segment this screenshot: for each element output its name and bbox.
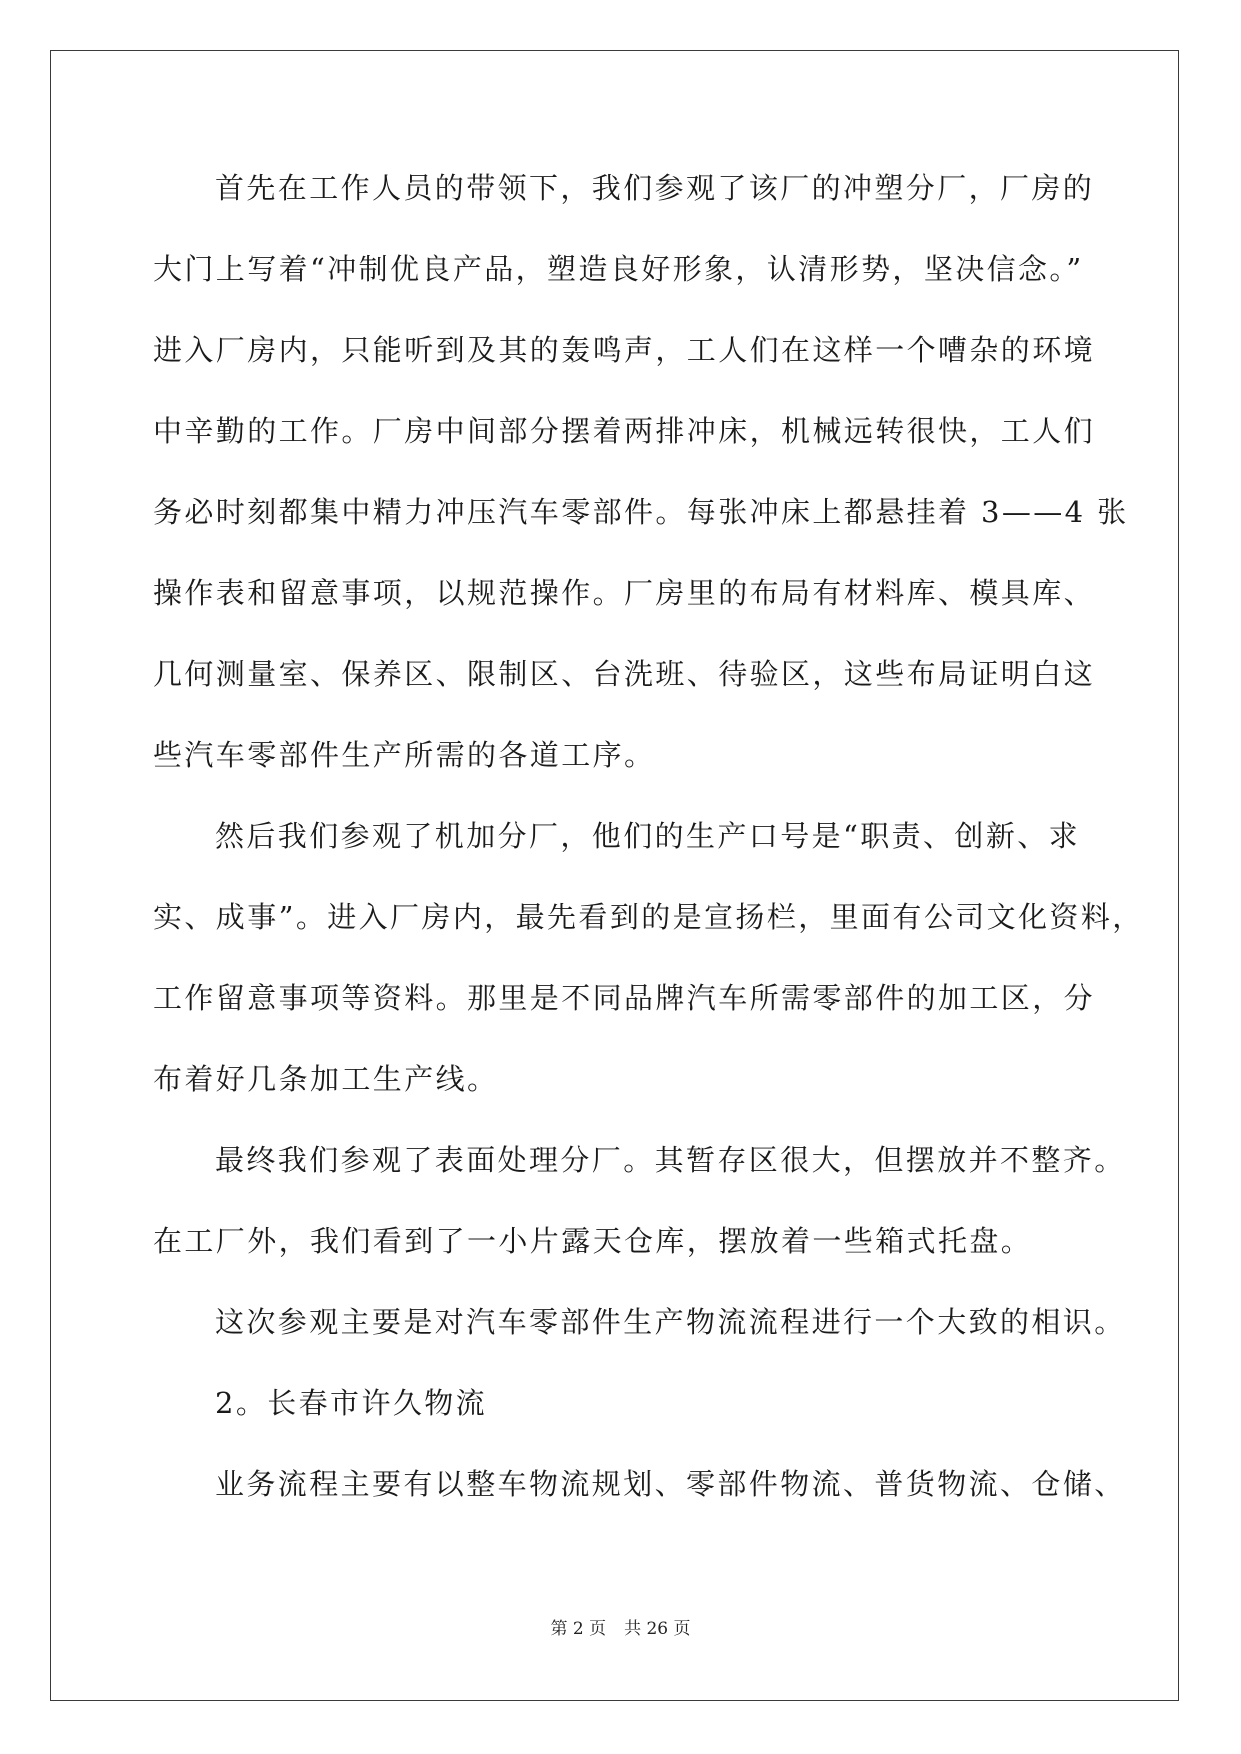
text-line: 在工厂外，我们看到了一小片露天仓库，摆放着一些箱式托盘。 <box>153 1224 1033 1258</box>
text-line: 2。长春市许久物流 <box>215 1386 488 1420</box>
text-line: 然后我们参观了机加分厂，他们的生产口号是“职责、创新、求 <box>215 819 1081 853</box>
text-line: 些汽车零部件生产所需的各道工序。 <box>153 738 656 772</box>
text-line: 业务流程主要有以整车物流规划、零部件物流、普货物流、仓储、 <box>215 1467 1126 1501</box>
page-border <box>50 50 1179 1701</box>
text-line: 布着好几条加工生产线。 <box>153 1062 499 1096</box>
text-line: 实、成事”。进入厂房内，最先看到的是宣扬栏，里面有公司文化资料， <box>153 900 1144 934</box>
page-number: 第 2 页 <box>550 1619 607 1639</box>
text-line: 大门上写着“冲制优良产品，塑造良好形象，认清形势，坚决信念。” <box>153 252 1084 286</box>
text-line: 首先在工作人员的带领下，我们参观了该厂的冲塑分厂，厂房的 <box>215 171 1095 205</box>
text-line: 工作留意事项等资料。那里是不同品牌汽车所需零部件的加工区，分 <box>153 981 1096 1015</box>
page-total: 共 26 页 <box>624 1619 691 1639</box>
text-line: 最终我们参观了表面处理分厂。其暂存区很大，但摆放并不整齐。 <box>215 1143 1126 1177</box>
text-line: 操作表和留意事项，以规范操作。厂房里的布局有材料库、模具库、 <box>153 576 1096 610</box>
text-line: 务必时刻都集中精力冲压汽车零部件。每张冲床上都悬挂着 3——4 张 <box>153 495 1129 529</box>
page-footer <box>0 1617 1241 1641</box>
text-line: 这次参观主要是对汽车零部件生产物流流程进行一个大致的相识。 <box>215 1305 1126 1339</box>
text-line: 几何测量室、保养区、限制区、台洗班、待验区，这些布局证明白这 <box>153 657 1096 691</box>
text-line: 进入厂房内，只能听到及其的轰鸣声，工人们在这样一个嘈杂的环境 <box>153 333 1096 367</box>
text-line: 中辛勤的工作。厂房中间部分摆着两排冲床，机械远转很快，工人们 <box>153 414 1096 448</box>
